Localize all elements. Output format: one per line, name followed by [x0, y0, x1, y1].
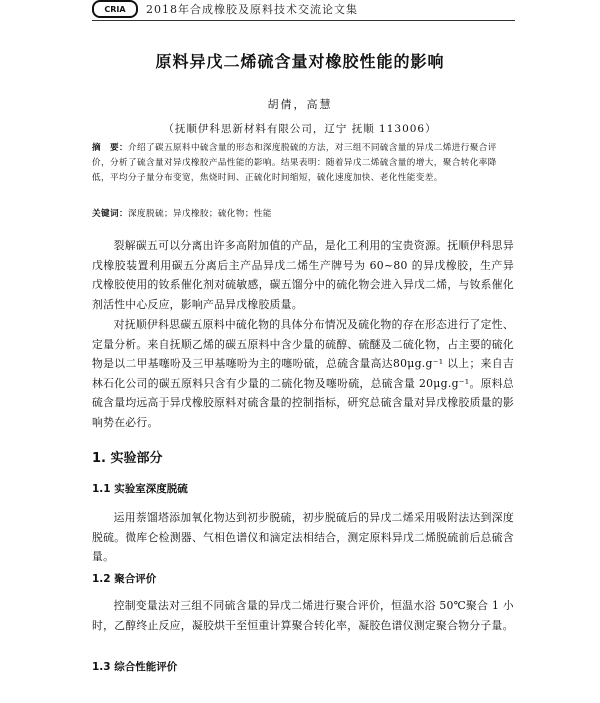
paragraph-intro-1: 裂解碳五可以分离出许多高附加值的产品，是化工利用的宝贵资源。抚顺伊科思异戊橡胶装置利用碳五分离后主产品异戊二烯生产牌号为 60~80 的异戊橡胶，生产异戊橡胶使用的钕系催化剂对硫敏感，碳五馏分中的硫化物会进入异戊二烯，与钕系催化剂活性中心反应，影响产品异戊橡胶质量。	[92, 239, 514, 311]
abstract-label: 摘 要：	[92, 143, 128, 153]
subsection-heading-desulfurization: 1.1 实验室深度脱硫	[92, 483, 188, 495]
subsection-heading-polymerization: 1.2 聚合评价	[92, 573, 157, 585]
subsection-heading-performance: 1.3 综合性能评价	[92, 661, 178, 673]
affiliation: （抚顺伊科思新材料有限公司，辽宁 抚顺 113006）	[163, 123, 437, 135]
abstract-text: 介绍了碳五原料中硫含量的形态和深度脱硫的方法，对三组不同硫含量的异戊二烯进行聚合评价，分析了硫含量对异戊橡胶产品性能的影响。结果表明：随着异戊二烯硫含量的增大，聚合转化率降低，平均分子量分布变宽，焦烧时间、正硫化时间缩短，硫化速度加快、老化性能变差。	[92, 143, 497, 183]
paragraph-desulfurization: 运用萘馏塔添加氧化物达到初步脱硫，初步脱硫后的异戊二烯采用吸附法达到深度脱硫。微库仑检测器、气相色谱仪和滴定法相结合，测定原料异戊二烯脱硫前后总硫含量。	[92, 511, 514, 563]
paragraph-intro-2: 对抚顺伊科思碳五原料中硫化物的具体分布情况及硫化物的存在形态进行了定性、定量分析。来自抚顺乙烯的碳五原料中含少量的硫醇、硫醚及二硫化物，占主要的硫化物是以二甲基噻吩及三甲基噻吩为主的噻吩硫，总硫含量高达80μg.g⁻¹ 以上；来自吉林石化公司的碳五原料只含有少量的二硫化物及噻吩硫，总硫含量 20μg.g⁻¹。原料总硫含量均远高于异戊橡胶原料对硫含量的控制指标，研究总硫含量对异戊橡胶质量的影响势在必行。	[92, 318, 514, 429]
authors: 胡倩，高慧	[267, 98, 333, 111]
keywords	[92, 207, 512, 219]
keywords-label: 关键词：	[92, 209, 128, 219]
running-title: 2018年合成橡胶及原料技术交流论文集	[146, 3, 358, 16]
paragraph-polymerization: 控制变量法对三组不同硫含量的异戊二烯进行聚合评价，恒温水浴 50℃聚合 1 小时，乙醇终止反应，凝胶烘干至恒重计算聚合转化率，凝胶色谱仪测定聚合物分子量。	[92, 599, 514, 632]
header-rule	[92, 20, 515, 21]
paper-title: 原料异戊二烯硫含量对橡胶性能的影响	[155, 52, 445, 71]
running-header	[92, 0, 358, 18]
publisher-logo: CRIA	[92, 0, 138, 18]
section-heading-experimental: 1. 实验部分	[92, 451, 163, 466]
abstract	[92, 141, 512, 186]
keywords-text: 深度脱硫；异戊橡胶；硫化物；性能	[127, 209, 272, 219]
